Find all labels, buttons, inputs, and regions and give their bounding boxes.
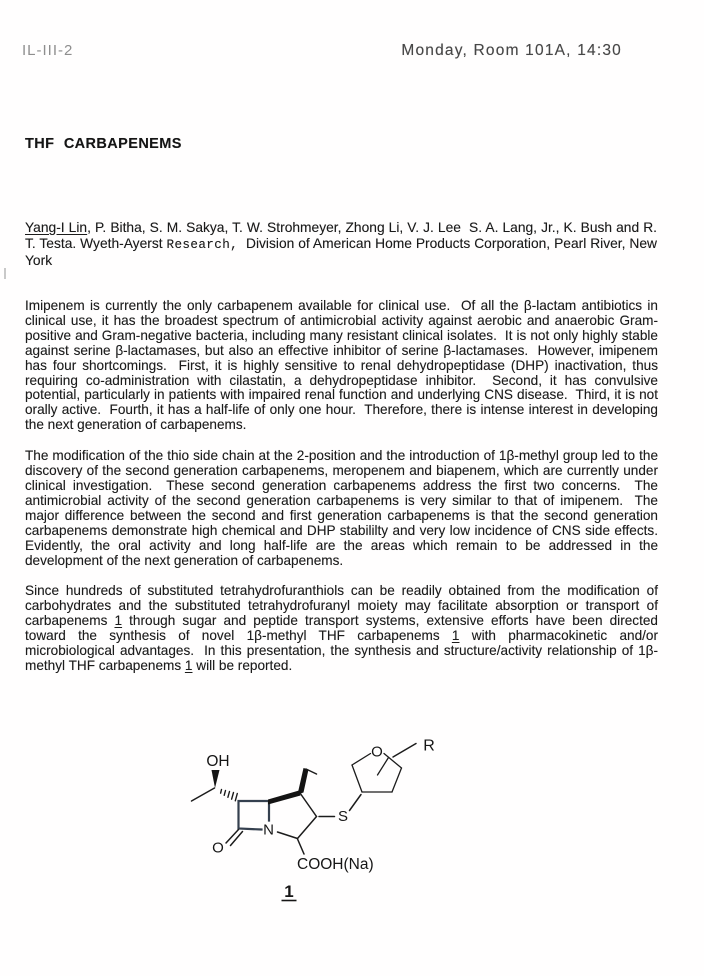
session-code: IL-III-2 — [22, 42, 74, 59]
typewriter-word: Research, — [166, 238, 239, 252]
c3-cooh-bond — [298, 839, 305, 854]
abstract-body — [25, 298, 666, 690]
carbonyl-double-bond — [226, 830, 243, 846]
scan-edge-artifact — [4, 268, 6, 279]
page-title: THF CARBAPENEMS — [25, 136, 182, 152]
c5-c1-bold-bond — [268, 791, 301, 805]
hydroxyl-label: OH — [206, 753, 230, 770]
paragraph-second-generation: The modification of the thio side chain at the 2-position and the introduction of 1β-methyl group led to the discovery of the second generation carbapenems, meropenem and biapenem, which are currently under clinical investigation. These second generation carbapenems address the first two concerns. The antimicrobial activity of the second generation carbapenems is very similar to that of imipenem. The major difference between the second and first generation carbapenems is that the second generation carbapenems demonstrate high chemical and DHP stabililty and very low incidence of CNS side effects. Evidently, the oral activity and long half-life are the areas which remain to be addressed in the development of the next generation of carbapenems. — [25, 448, 666, 568]
ch2-r-bond — [393, 744, 416, 758]
authors-affiliation-block — [25, 220, 661, 269]
compound-1-structure-figure — [180, 735, 470, 907]
author-list: , P. Bitha, S. M. Sakya, T. W. Strohmeyer, Zhong Li, V. J. Lee S. A. Lang, Jr., K. Bush and R. T. Testa. Wyeth-Ayerst — [25, 220, 661, 251]
hash-wedge-bond — [221, 790, 238, 801]
c2-c3-bond — [298, 817, 317, 839]
presenting-author: Yang-I Lin — [25, 220, 88, 235]
carbonyl-oxygen-label: O — [212, 839, 224, 857]
nitrogen-label: N — [263, 821, 274, 839]
c3-n-bond — [278, 832, 298, 839]
c1-c2-bond — [300, 793, 317, 817]
sulfur-label: S — [337, 808, 349, 825]
furan-oxygen-label: O — [371, 743, 383, 761]
paragraph-thf-carbapenems: Since hundreds of substituted tetrahydrofuranthiols can be readily obtained from the modification of carbohydrates and the substituted tetrahydrofuranyl moiety may facilitate absorption or transport of carbapenems 1 through sugar and peptide transport systems, extensive efforts have been directed toward the synthesis of novel 1β-methyl THF carbapenems 1 with pharmacokinetic and/or microbiological advantages. In this presentation, the synthesis and structure/activity relationship of 1β-methyl THF carbapenems 1 will be reported. — [25, 583, 662, 673]
r-group-label: R — [423, 737, 435, 755]
carboxylate-label: COOH(Na) — [297, 856, 374, 873]
beta-methyl-wedge — [298, 768, 309, 795]
compound-number: 1 — [284, 882, 294, 901]
s-thf-bond — [350, 795, 362, 811]
methyl-bond — [192, 788, 215, 801]
paragraph-imipenem: Imipenem is currently the only carbapenem available for clinical use. Of all the β-lactam antibiotics in clinical use, it has the broadest spectrum of antimicrobial activity against aerobic and anaerobic Gram-positive and Gram-negative bacteria, including many resistant clinical isolates. It is not only highly stable against serine β-lactamases, but also an effective inhibitor of serine β-lactamases. However, imipenem has four shortcomings. First, it is highly sensitive to renal dehydropeptidase (DHP) inactivation, thus requiring co-administration with cilastatin, a dehydropeptidase inhibitor. Second, it has convulsive potential, particularly in patients with impaired renal function and underlying CNS disease. Third, it is not orally active. Fourth, it has a half-life of only one hour. Therefore, there is intense interest in developing the next generation of carbapenems. — [25, 298, 662, 433]
affiliation-text: Division of American Home Products Corporation, Pearl River, New York — [25, 236, 661, 268]
oh-wedge-bond — [212, 770, 220, 788]
session-schedule: Monday, Room 101A, 14:30 — [401, 42, 622, 59]
